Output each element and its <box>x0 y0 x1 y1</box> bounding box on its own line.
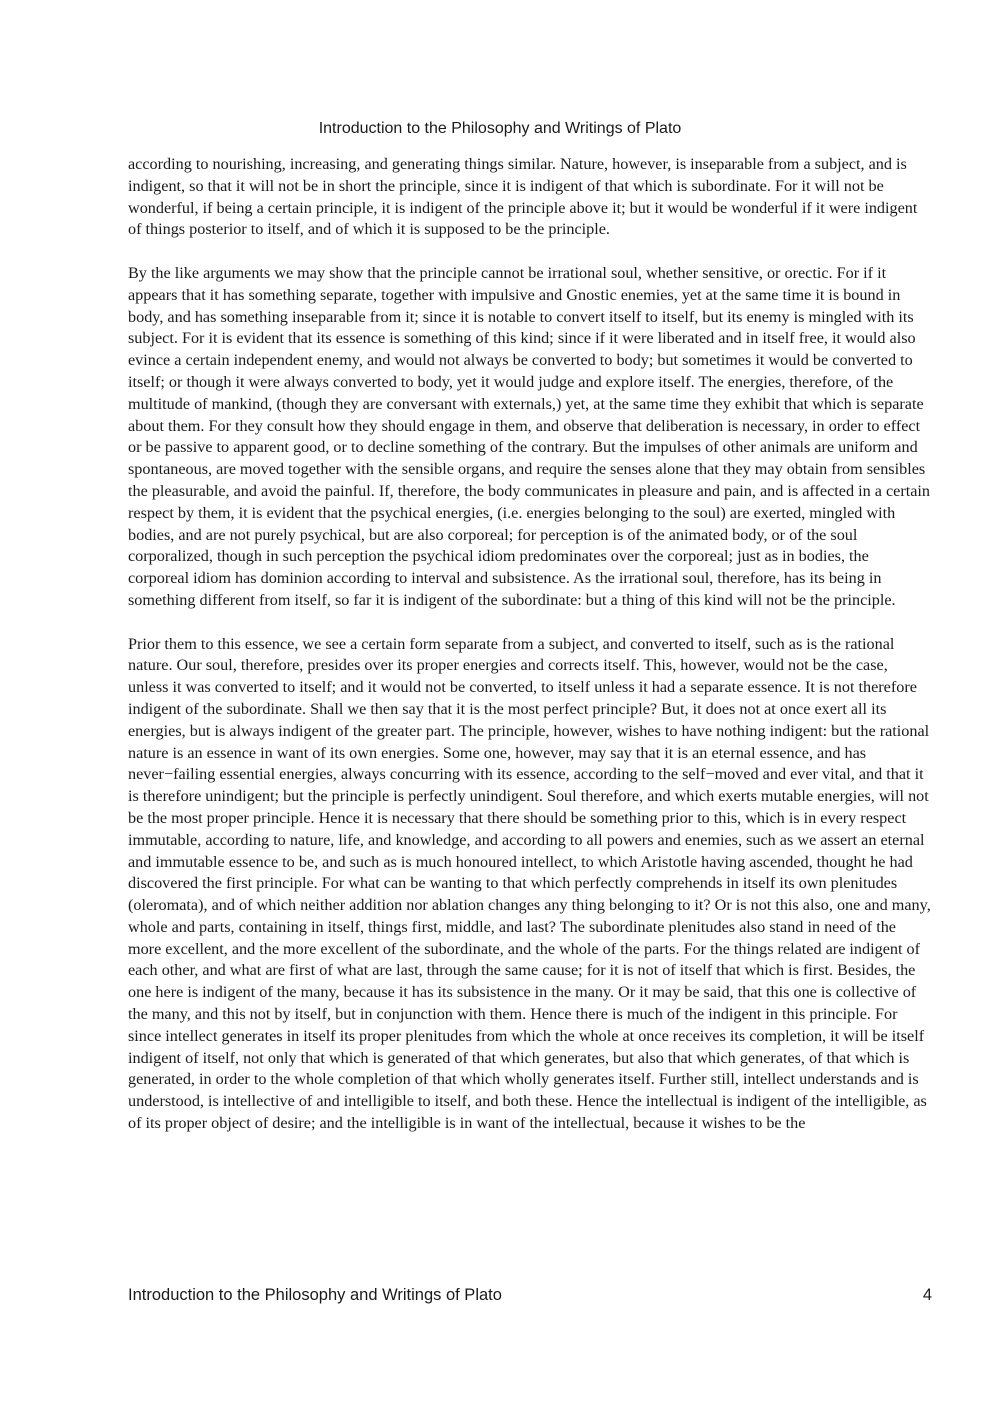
page-body <box>128 154 932 1157</box>
page-footer <box>128 1284 932 1306</box>
running-header: Introduction to the Philosophy and Writings of Plato <box>318 120 682 137</box>
footer-title: Introduction to the Philosophy and Writings of Plato <box>128 1286 502 1304</box>
paragraph: Prior them to this essence, we see a certain form separate from a subject, and converted to itself, such as is the rational nature. Our soul, therefore, presides over its proper energies and corrects itself. This, however, would not be the case, unless it was converted to itself; and it would not be converted, to itself unless it had a separate essence. It is not therefore indigent of the subordinate. Shall we then say that it is the most perfect principle? But, it does not at once exert all its energies, but is always indigent of the greater part. The principle, however, wishes to have nothing indigent: but the rational nature is an essence in want of its own energies. Some one, however, may say that it is an eternal essence, and has never−failing essential energies, always concurring with its essence, according to the self−moved and ever vital, and that it is therefore unindigent; but the principle is perfectly unindigent. Soul therefore, and which exerts mutable energies, will not be the most proper principle. Hence it is necessary that there should be something prior to this, which is in every respect immutable, according to nature, life, and knowledge, and according to all powers and enemies, such as we assert an eternal and immutable essence to be, and such as is much honoured intellect, to which Aristotle having ascended, thought he had discovered the first principle. For what can be wanting to that which perfectly comprehends in itself its own plenitudes (oleromata), and of which neither addition nor ablation changes any thing belonging to it? Or is not this also, one and many, whole and parts, containing in itself, things first, middle, and last? The subordinate plenitudes also stand in need of the more excellent, and the more excellent of the subordinate, and the whole of the parts. For the things related are indigent of each other, and what are first of what are last, through the same cause; for it is not of itself that which is first. Besides, the one here is indigent of the many, because it has its subsistence in the many. Or it may be said, that this one is collective of the many, and this not by itself, but in conjunction with them. Hence there is much of the indigent in this principle. For since intellect generates in itself its proper plenitudes from which the whole at once receives its completion, it will be itself indigent of itself, not only that which is generated of that which generates, but also that which generates, of that which is generated, in order to the whole completion of that which wholly generates itself. Further still, intellect understands and is understood, is intellective of and intelligible to itself, and both these. Hence the intellectual is indigent of the intelligible, as of its proper object of desire; and the intelligible is in want of the intellectual, because it wishes to be the <box>128 634 931 1133</box>
page-number: 4 <box>922 1286 932 1304</box>
paragraph: By the like arguments we may show that the principle cannot be irrational soul, whether sensitive, or orectic. For if it appears that it has something separate, together with impulsive and Gnostic enemies, yet at the same time it is bound in body, and has something inseparable from it; since it is notable to convert itself to itself, but its enemy is mingled with its subject. For it is evident that its essence is something of this kind; since if it were liberated and in itself free, it would also evince a certain independent enemy, and would not always be converted to body; but sometimes it would be converted to itself; or though it were always converted to body, yet it would judge and explore itself. The energies, therefore, of the multitude of mankind, (though they are conversant with externals,) yet, at the same time they exhibit that which is separate about them. For they consult how they should engage in them, and observe that deliberation is necessary, in order to effect or be passive to apparent good, or to decline something of the contrary. But the impulses of other animals are uniform and spontaneous, are moved together with the sensible organs, and require the senses alone that they may obtain from sensibles the pleasurable, and avoid the painful. If, therefore, the body communicates in pleasure and pain, and is affected in a certain respect by them, it is evident that the psychical energies, (i.e. energies belonging to the soul) are exerted, mingled with bodies, and are not purely psychical, but are also corporeal; for perception is of the animated body, or of the soul corporalized, though in such perception the psychical idiom predominates over the corporeal; just as in bodies, the corporeal idiom has dominion according to interval and subsistence. As the irrational soul, therefore, has its being in something different from itself, so far it is indigent of the subordinate: but a thing of this kind will not be the principle. <box>128 263 931 609</box>
paragraph: according to nourishing, increasing, and generating things similar. Nature, however, is inseparable from a subject, and is indigent, so that it will not be in short the principle, since it is indigent of that which is subordinate. For it will not be wonderful, if being a certain principle, it is indigent of the principle above it; but it would be wonderful if it were indigent of things posterior to itself, and of which it is supposed to be the principle. <box>128 155 918 239</box>
